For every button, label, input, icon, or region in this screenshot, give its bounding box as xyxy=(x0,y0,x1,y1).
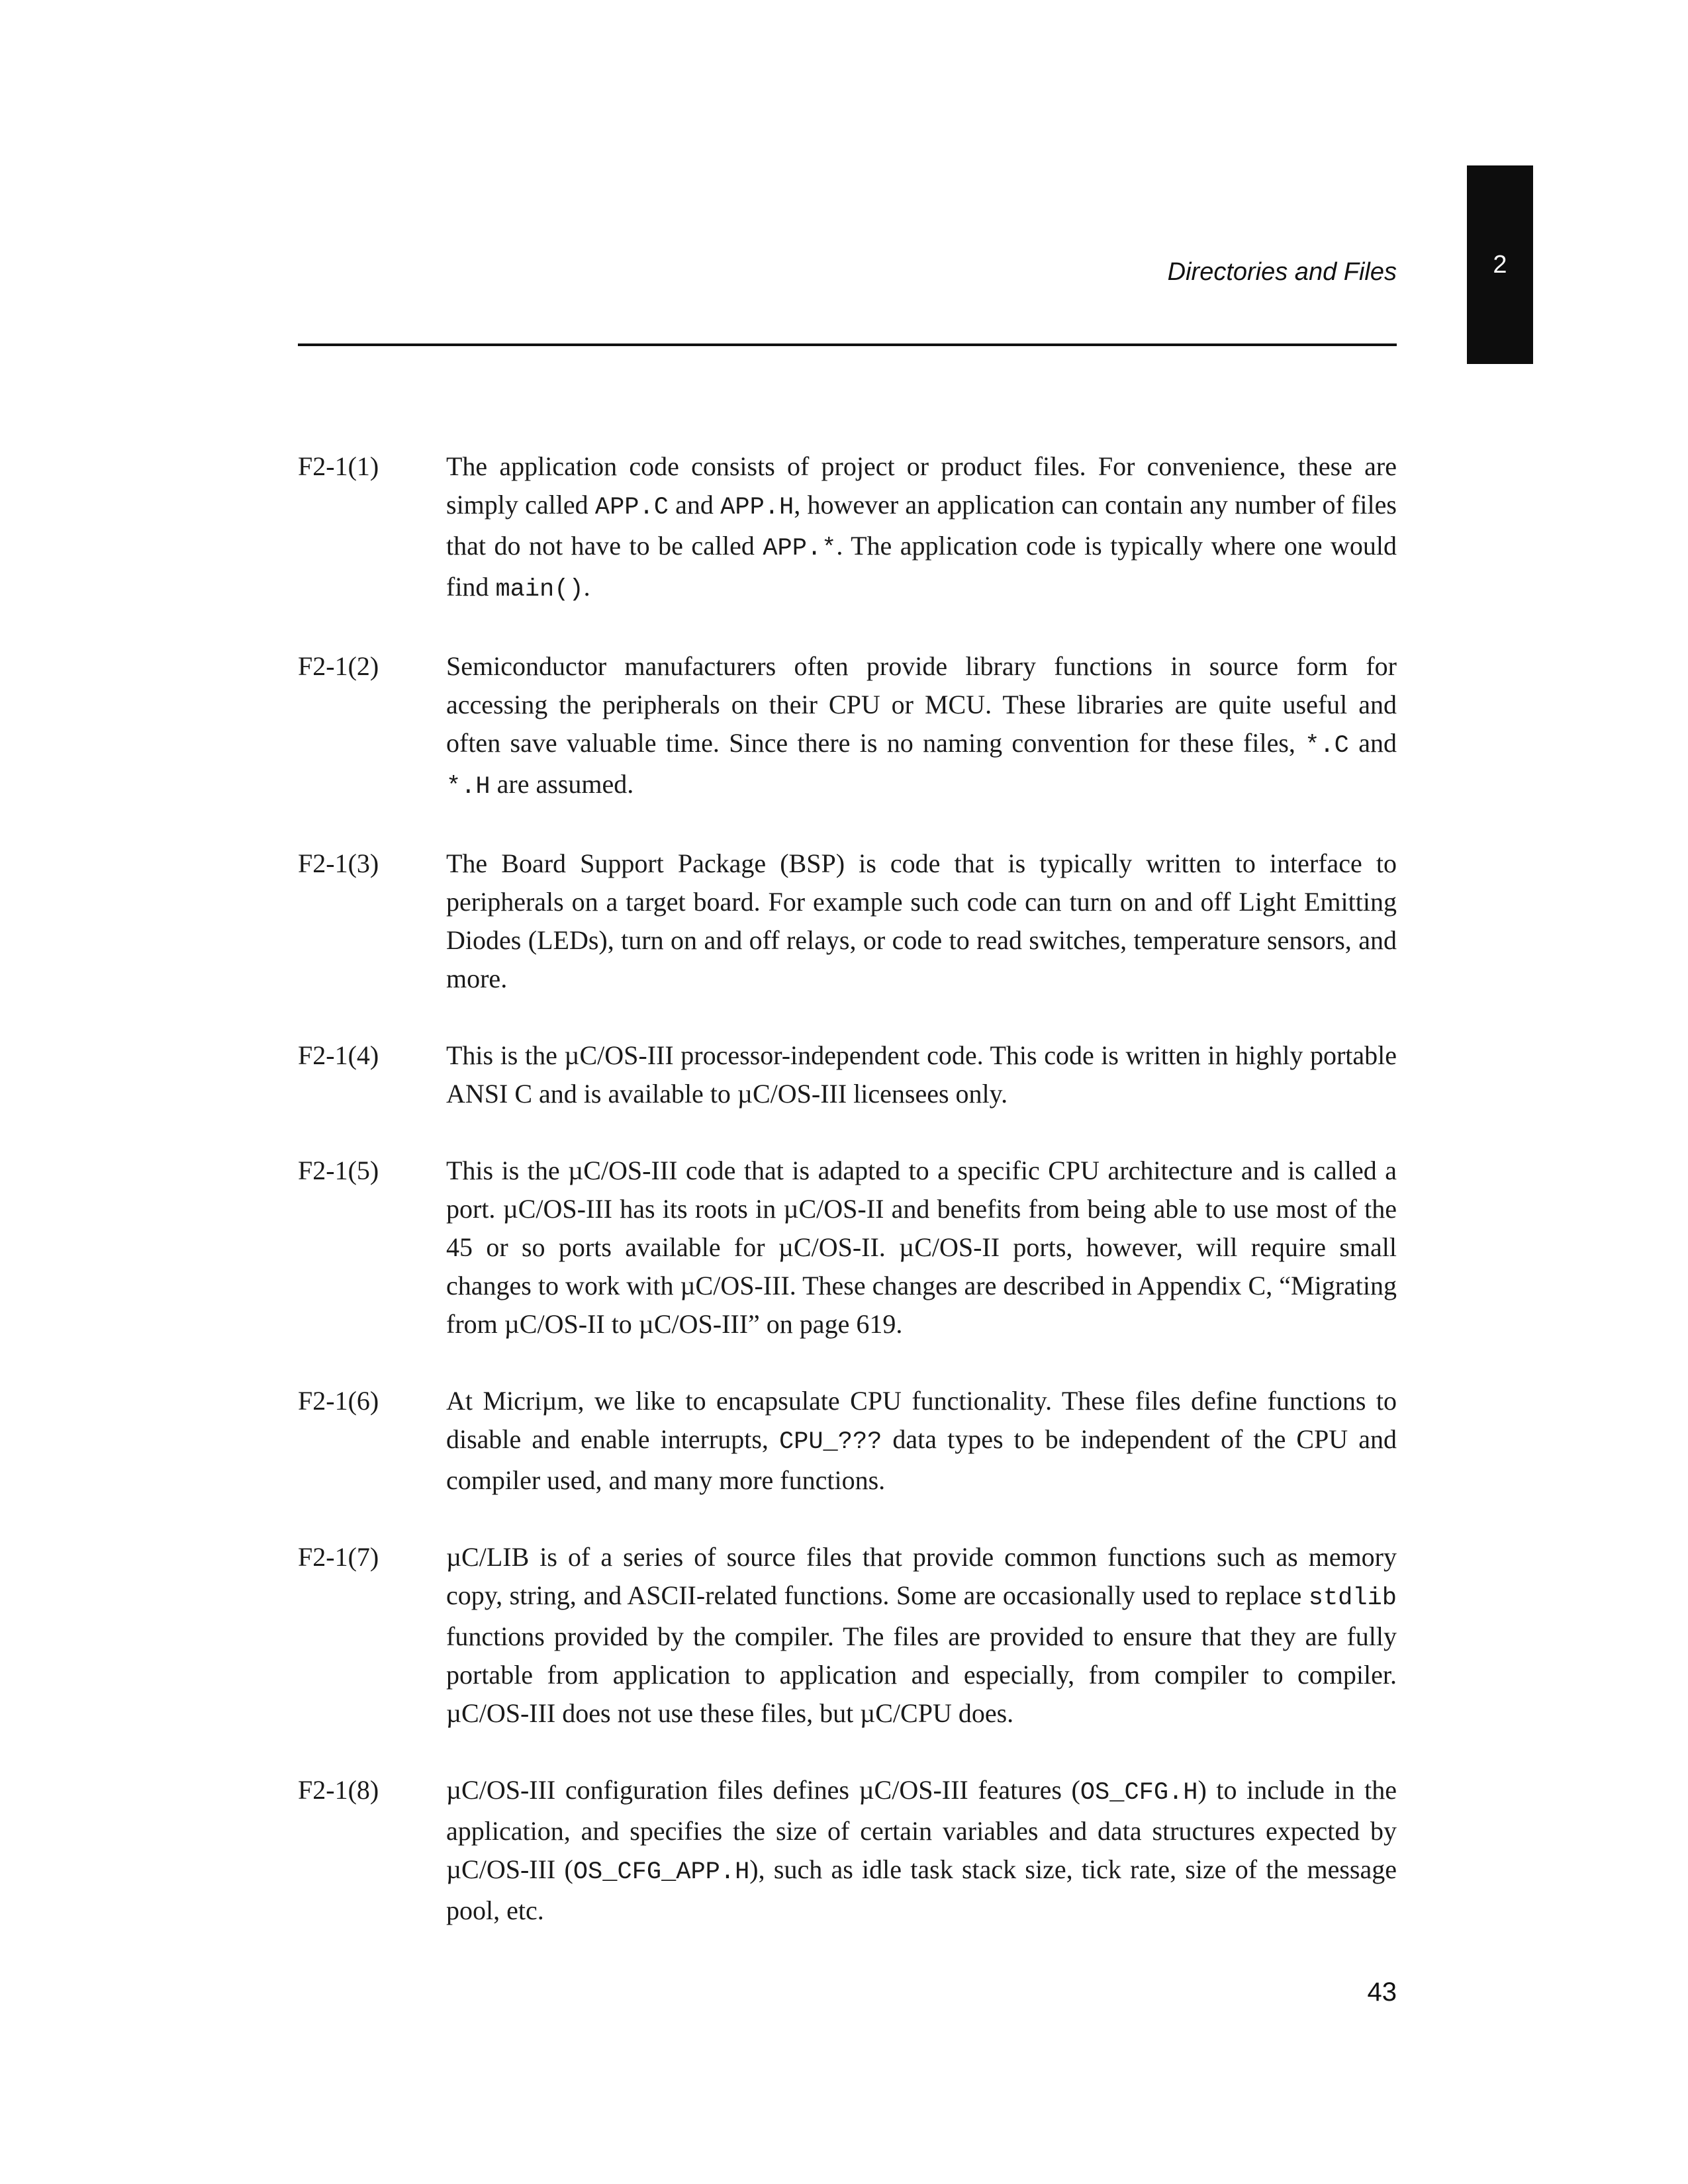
note-entry xyxy=(298,647,1397,806)
text-run: This is the µC/OS-III processor-independent code. This code is written in highly portable ANSI C and is available to µC/OS-III licensees only. xyxy=(446,1040,1397,1109)
text-run: The Board Support Package (BSP) is code that is typically written to interface to peripherals on a target board. For example such code can turn on and off Light Emitting Diodes (LEDs), turn on and off relays, or code to read switches, temperature sensors, and more. xyxy=(446,848,1397,993)
text-run: At Micriµm, we like to encapsulate CPU functionality. These files define functions to disable and enable interrupts, xyxy=(446,1386,1397,1454)
header-rule xyxy=(298,343,1397,346)
note-label: F2-1(8) xyxy=(298,1775,379,1805)
note-text xyxy=(446,1152,1397,1343)
note-text xyxy=(446,1382,1397,1500)
note-text xyxy=(446,1036,1397,1113)
note-label: F2-1(4) xyxy=(298,1040,379,1070)
code-identifier: *.H xyxy=(446,773,491,801)
text-run: This is the µC/OS-III code that is adapted to a specific CPU architecture and is called a port. µC/OS-III has its roots in µC/OS-II and benefits from being able to use most of the 45 or so ports available for µC/OS-II. µC/OS-II ports, however, will require small changes to work with µC/OS-III. These changes are described in Appendix C, “Migrating from µC/OS-II to µC/OS-III” on page 619. xyxy=(446,1156,1397,1339)
code-identifier: *.C xyxy=(1305,732,1349,760)
code-identifier: main() xyxy=(495,576,584,604)
note-label: F2-1(3) xyxy=(298,848,379,878)
code-identifier: APP.* xyxy=(763,535,837,563)
running-header: Directories and Files xyxy=(1167,258,1397,286)
note-entry xyxy=(298,1152,1397,1343)
note-entry xyxy=(298,1538,1397,1733)
text-run: . The application code is typically where one would find xyxy=(446,531,1397,602)
text-run: ), such as idle task stack size, tick rate, size of the message pool, etc. xyxy=(446,1854,1397,1925)
note-entry xyxy=(298,1382,1397,1500)
text-run: and xyxy=(668,490,721,520)
text-run: data types to be independent of the CPU and compiler used, and many more functions. xyxy=(446,1424,1397,1495)
note-text xyxy=(446,447,1397,609)
note-entry xyxy=(298,1771,1397,1930)
note-text xyxy=(446,1538,1397,1733)
note-label: F2-1(7) xyxy=(298,1542,379,1572)
text-run: are assumed. xyxy=(490,769,634,799)
code-identifier: APP.C xyxy=(594,494,669,522)
text-run: The application code consists of project or product files. For convenience, these are simply called xyxy=(446,451,1397,520)
code-identifier: CPU_??? xyxy=(778,1428,882,1456)
note-label: F2-1(5) xyxy=(298,1156,379,1185)
note-entry xyxy=(298,1036,1397,1113)
note-entry xyxy=(298,447,1397,609)
text-run: Semiconductor manufacturers often provide library functions in source form for accessing the peripherals on their CPU or MCU. These libraries are quite useful and often save valuable time. Since there is no naming convention for these files, xyxy=(446,651,1397,758)
note-text xyxy=(446,1771,1397,1930)
entry-list xyxy=(298,447,1397,1968)
text-run: µC/OS-III configuration files defines µC/OS-III features ( xyxy=(446,1775,1080,1805)
chapter-tab xyxy=(1467,165,1533,364)
text-run: and xyxy=(1348,728,1397,758)
note-text xyxy=(446,844,1397,998)
code-identifier: OS_CFG.H xyxy=(1080,1779,1198,1807)
note-text xyxy=(446,647,1397,806)
note-entry xyxy=(298,844,1397,998)
code-identifier: stdlib xyxy=(1308,1584,1397,1612)
text-run: . xyxy=(583,572,590,602)
code-identifier: APP.H xyxy=(720,494,794,522)
note-label: F2-1(6) xyxy=(298,1386,379,1416)
text-run: functions provided by the compiler. The files are provided to ensure that they are fully portable from application to application and especially, from compiler to compiler. µC/OS-III does not use these files, but µC/CPU does. xyxy=(446,1621,1397,1728)
text-run: , however an application can contain any number of files that do not have to be called xyxy=(446,490,1397,561)
note-label: F2-1(1) xyxy=(298,451,379,481)
page-number: 43 xyxy=(1367,1978,1397,2007)
text-run: ) to include in the application, and specifies the size of certain variables and data structures expected by µC/OS-III ( xyxy=(446,1775,1397,1884)
code-identifier: OS_CFG_APP.H xyxy=(573,1858,750,1886)
note-label: F2-1(2) xyxy=(298,651,379,681)
chapter-number: 2 xyxy=(1493,250,1507,279)
text-run: µC/LIB is of a series of source files that provide common functions such as memory copy, string, and ASCII-related functions. Some are occasionally used to replace xyxy=(446,1542,1397,1610)
